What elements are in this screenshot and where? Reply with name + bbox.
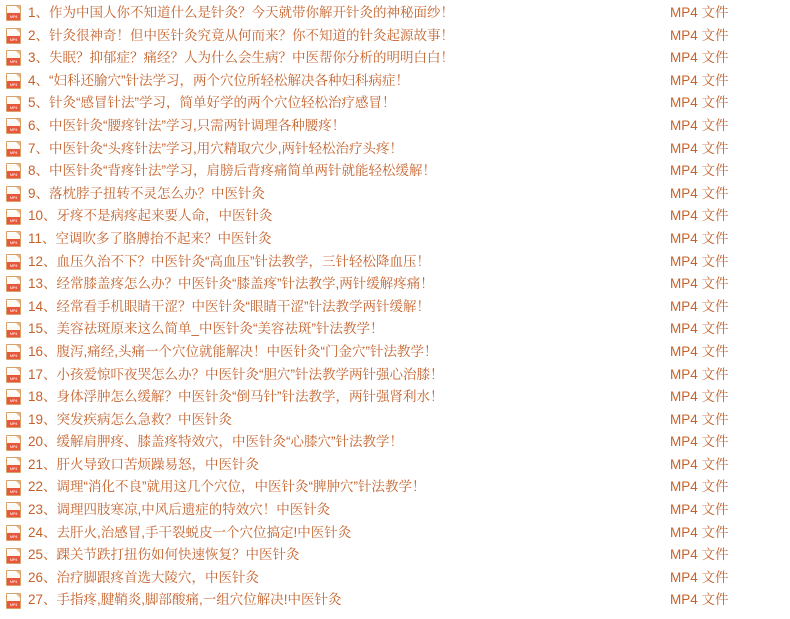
file-row[interactable] [0, 431, 790, 454]
mp4-badge-label: MP4 [9, 195, 18, 201]
file-row[interactable] [0, 2, 790, 25]
file-type: MP4 文件 [670, 547, 729, 563]
file-name[interactable]: 23、调理四肢寒凉,中风后遗症的特效穴！中医针灸 [28, 502, 331, 518]
mp4-file-icon [6, 254, 21, 270]
mp4-file-icon [6, 209, 21, 225]
page-fold-icon [16, 187, 20, 191]
mp4-badge [7, 420, 20, 427]
file-row[interactable] [0, 251, 790, 274]
mp4-file-icon [6, 389, 21, 405]
file-name[interactable]: 12、血压久治不下？中医针灸“高血压”针法教学，三针轻松降血压！ [28, 253, 431, 269]
mp4-badge-label: MP4 [9, 308, 18, 314]
page-fold-icon [16, 390, 20, 394]
file-name[interactable]: 3、失眠？抑郁症？痛经？人为什么会生病？中医帮你分析的明明白白！ [28, 50, 455, 66]
mp4-file-icon [6, 118, 21, 134]
file-row[interactable] [0, 138, 790, 161]
mp4-badge [7, 510, 20, 517]
mp4-badge-label: MP4 [9, 556, 18, 562]
mp4-file-icon [6, 593, 21, 609]
mp4-badge [7, 58, 20, 65]
page-fold-icon [16, 74, 20, 78]
mp4-badge-label: MP4 [9, 466, 18, 472]
file-name[interactable]: 19、突发疾病怎么急救？中医针灸 [28, 411, 233, 427]
mp4-file-icon [6, 435, 21, 451]
file-row[interactable] [0, 47, 790, 70]
mp4-badge [7, 217, 20, 224]
mp4-file-icon [6, 570, 21, 586]
mp4-badge-label: MP4 [9, 149, 18, 155]
file-row[interactable] [0, 341, 790, 364]
file-type: MP4 文件 [670, 366, 729, 382]
file-type: MP4 文件 [670, 5, 729, 20]
mp4-badge-label: MP4 [9, 511, 18, 517]
mp4-badge [7, 126, 20, 133]
mp4-badge [7, 36, 20, 43]
mp4-file-icon [6, 367, 21, 383]
mp4-file-icon [6, 299, 21, 315]
page-fold-icon [16, 29, 20, 33]
file-type: MP4 文件 [670, 456, 729, 472]
page-fold-icon [16, 436, 20, 440]
mp4-badge-label: MP4 [9, 488, 18, 494]
page-fold-icon [16, 97, 20, 101]
mp4-badge-label: MP4 [9, 14, 18, 20]
file-type: MP4 文件 [670, 592, 729, 608]
file-row[interactable] [0, 522, 790, 545]
file-type: MP4 文件 [670, 479, 729, 495]
file-type: MP4 文件 [670, 434, 729, 450]
mp4-badge-label: MP4 [9, 601, 18, 607]
mp4-file-icon [6, 5, 21, 21]
page-fold-icon [16, 300, 20, 304]
file-row[interactable] [0, 386, 790, 409]
mp4-badge-label: MP4 [9, 375, 18, 381]
file-type: MP4 文件 [670, 569, 729, 585]
file-row[interactable] [0, 273, 790, 296]
page-fold-icon [16, 345, 20, 349]
mp4-badge-label: MP4 [9, 443, 18, 449]
file-name[interactable]: 1、作为中国人你不知道什么是针灸？今天就带你解开针灸的神秘面纱！ [28, 5, 455, 20]
mp4-file-icon [6, 502, 21, 518]
mp4-badge-label: MP4 [9, 262, 18, 268]
mp4-badge [7, 601, 20, 608]
mp4-badge-label: MP4 [9, 533, 18, 539]
mp4-badge [7, 239, 20, 246]
mp4-badge-label: MP4 [9, 579, 18, 585]
file-type: MP4 文件 [670, 276, 729, 292]
mp4-file-icon [6, 163, 21, 179]
file-row[interactable] [0, 476, 790, 499]
file-type: MP4 文件 [670, 72, 729, 88]
file-row[interactable] [0, 409, 790, 432]
mp4-badge-label: MP4 [9, 420, 18, 426]
page-fold-icon [16, 142, 20, 146]
file-row[interactable] [0, 567, 790, 590]
file-row[interactable] [0, 92, 790, 115]
mp4-badge-label: MP4 [9, 127, 18, 133]
mp4-file-icon [6, 28, 21, 44]
mp4-badge-label: MP4 [9, 104, 18, 110]
mp4-file-icon [6, 322, 21, 338]
file-row[interactable] [0, 589, 790, 612]
mp4-badge-label: MP4 [9, 36, 18, 42]
file-row[interactable] [0, 70, 790, 93]
mp4-file-icon [6, 276, 21, 292]
file-type: MP4 文件 [670, 230, 729, 246]
mp4-badge [7, 578, 20, 585]
mp4-file-icon [6, 231, 21, 247]
file-row[interactable] [0, 228, 790, 251]
file-type: MP4 文件 [670, 27, 729, 43]
file-name[interactable]: 6、中医针灸“腰疼针法”学习,只需两针调理各种腰疼！ [28, 117, 346, 133]
file-name[interactable]: 15、美容祛斑原来这么简单_中医针灸“美容祛斑”针法教学！ [28, 321, 384, 337]
mp4-badge-label: MP4 [9, 172, 18, 178]
file-type: MP4 文件 [670, 117, 729, 133]
file-row[interactable] [0, 160, 790, 183]
file-row[interactable] [0, 296, 790, 319]
mp4-file-icon [6, 412, 21, 428]
mp4-badge [7, 262, 20, 269]
page-fold-icon [16, 164, 20, 168]
file-row[interactable] [0, 544, 790, 567]
page-fold-icon [16, 526, 20, 530]
mp4-badge [7, 556, 20, 563]
file-type: MP4 文件 [670, 50, 729, 66]
mp4-badge [7, 533, 20, 540]
mp4-badge-label: MP4 [9, 82, 18, 88]
mp4-badge-label: MP4 [9, 217, 18, 223]
mp4-file-icon [6, 50, 21, 66]
file-name[interactable]: 9、落枕脖子扭转不灵怎么办？中医针灸 [28, 185, 266, 201]
file-type: MP4 文件 [670, 411, 729, 427]
file-name[interactable]: 18、身体浮肿怎么缓解？中医针灸“倒马针”针法教学，两针强肾利水！ [28, 389, 444, 405]
file-name[interactable]: 24、去肝火,治感冒,手干裂蜕皮一个穴位搞定!中医针灸 [28, 524, 352, 540]
mp4-badge [7, 81, 20, 88]
mp4-file-icon [6, 73, 21, 89]
file-type: MP4 文件 [670, 185, 729, 201]
file-name[interactable]: 20、缓解肩胛疼、膝盖疼特效穴，中医针灸“心膝穴”针法教学！ [28, 434, 404, 450]
file-row[interactable] [0, 115, 790, 138]
file-name[interactable]: 27、手指疼,腱鞘炎,脚部酸痛,一组穴位解决!中医针灸 [28, 592, 342, 608]
mp4-file-icon [6, 480, 21, 496]
page-fold-icon [16, 277, 20, 281]
mp4-badge [7, 194, 20, 201]
page-fold-icon [16, 232, 20, 236]
mp4-badge-label: MP4 [9, 240, 18, 246]
file-name[interactable]: 13、经常膝盖疼怎么办？中医针灸“膝盖疼”针法教学,两针缓解疼痛！ [28, 276, 434, 292]
mp4-badge [7, 13, 20, 20]
page-fold-icon [16, 413, 20, 417]
mp4-badge [7, 104, 20, 111]
mp4-badge [7, 443, 20, 450]
file-type: MP4 文件 [670, 253, 729, 269]
file-name[interactable]: 21、肝火导致口苦烦躁易怒，中医针灸 [28, 456, 260, 472]
mp4-badge-label: MP4 [9, 330, 18, 336]
mp4-badge [7, 375, 20, 382]
page-fold-icon [16, 458, 20, 462]
mp4-badge [7, 465, 20, 472]
page-fold-icon [16, 571, 20, 575]
mp4-badge [7, 352, 20, 359]
page-fold-icon [16, 368, 20, 372]
file-name[interactable]: 26、治疗脚跟疼首选大陵穴，中医针灸 [28, 569, 260, 585]
mp4-badge [7, 488, 20, 495]
mp4-badge-label: MP4 [9, 398, 18, 404]
file-name[interactable]: 16、腹泻,痛经,头痛一个穴位就能解决！中医针灸“门金穴”针法教学！ [28, 343, 438, 359]
page-fold-icon [16, 51, 20, 55]
file-name[interactable]: 22、调理“消化不良”就用这几个穴位，中医针灸“脾肿穴”针法教学！ [28, 479, 426, 495]
file-row[interactable] [0, 183, 790, 206]
page-fold-icon [16, 6, 20, 10]
mp4-file-icon [6, 525, 21, 541]
mp4-badge-label: MP4 [9, 59, 18, 65]
page-fold-icon [16, 119, 20, 123]
file-type: MP4 文件 [670, 502, 729, 518]
file-row[interactable] [0, 25, 790, 48]
file-row[interactable] [0, 318, 790, 341]
file-name[interactable]: 7、中医针灸“头疼针法”学习,用穴精取穴少,两针轻松治疗头疼！ [28, 140, 403, 156]
mp4-badge [7, 330, 20, 337]
page-fold-icon [16, 503, 20, 507]
mp4-badge [7, 307, 20, 314]
file-type: MP4 文件 [670, 95, 729, 111]
file-name[interactable]: 14、经常看手机眼睛干涩？中医针灸“眼睛干涩”针法教学两针缓解！ [28, 298, 431, 314]
file-type: MP4 文件 [670, 343, 729, 359]
mp4-badge [7, 284, 20, 291]
mp4-badge [7, 149, 20, 156]
file-row[interactable] [0, 454, 790, 477]
file-name[interactable]: 11、空调吹多了胳膊抬不起来？中医针灸 [28, 230, 272, 246]
file-type: MP4 文件 [670, 524, 729, 540]
file-name[interactable]: 4、“妇科还腧穴”针法学习，两个穴位所轻松解决各种妇科病症！ [28, 72, 409, 88]
file-type: MP4 文件 [670, 163, 729, 179]
file-name[interactable]: 5、针灸“感冒针法”学习，简单好学的两个穴位轻松治疗感冒！ [28, 95, 396, 111]
mp4-file-icon [6, 457, 21, 473]
file-name[interactable]: 17、小孩爱惊吓夜哭怎么办？中医针灸“胆穴”针法教学两针强心治膝！ [28, 366, 444, 382]
file-type: MP4 文件 [670, 140, 729, 156]
file-type: MP4 文件 [670, 321, 729, 337]
page-fold-icon [16, 210, 20, 214]
mp4-file-icon [6, 141, 21, 157]
file-name[interactable]: 10、牙疼不是病疼起来要人命，中医针灸 [28, 208, 273, 224]
page-fold-icon [16, 594, 20, 598]
file-row[interactable] [0, 205, 790, 228]
page-fold-icon [16, 255, 20, 259]
mp4-file-icon [6, 548, 21, 564]
file-name[interactable]: 8、中医针灸“背疼针法”学习，肩膀后背疼痛简单两针就能轻松缓解！ [28, 163, 436, 179]
mp4-file-icon [6, 344, 21, 360]
file-row[interactable] [0, 364, 790, 387]
mp4-badge [7, 397, 20, 404]
mp4-badge-label: MP4 [9, 285, 18, 291]
file-name[interactable]: 2、针灸很神奇！但中医针灸究竟从何而来？你不知道的针灸起源故事！ [28, 27, 455, 43]
mp4-badge [7, 171, 20, 178]
mp4-file-icon [6, 186, 21, 202]
file-name[interactable]: 25、踝关节跌打扭伤如何快速恢复？中医针灸 [28, 547, 300, 563]
file-row[interactable] [0, 499, 790, 522]
mp4-file-icon [6, 96, 21, 112]
file-type: MP4 文件 [670, 208, 729, 224]
file-type: MP4 文件 [670, 298, 729, 314]
page-fold-icon [16, 323, 20, 327]
page-fold-icon [16, 481, 20, 485]
file-type: MP4 文件 [670, 389, 729, 405]
mp4-badge-label: MP4 [9, 353, 18, 359]
page-fold-icon [16, 549, 20, 553]
